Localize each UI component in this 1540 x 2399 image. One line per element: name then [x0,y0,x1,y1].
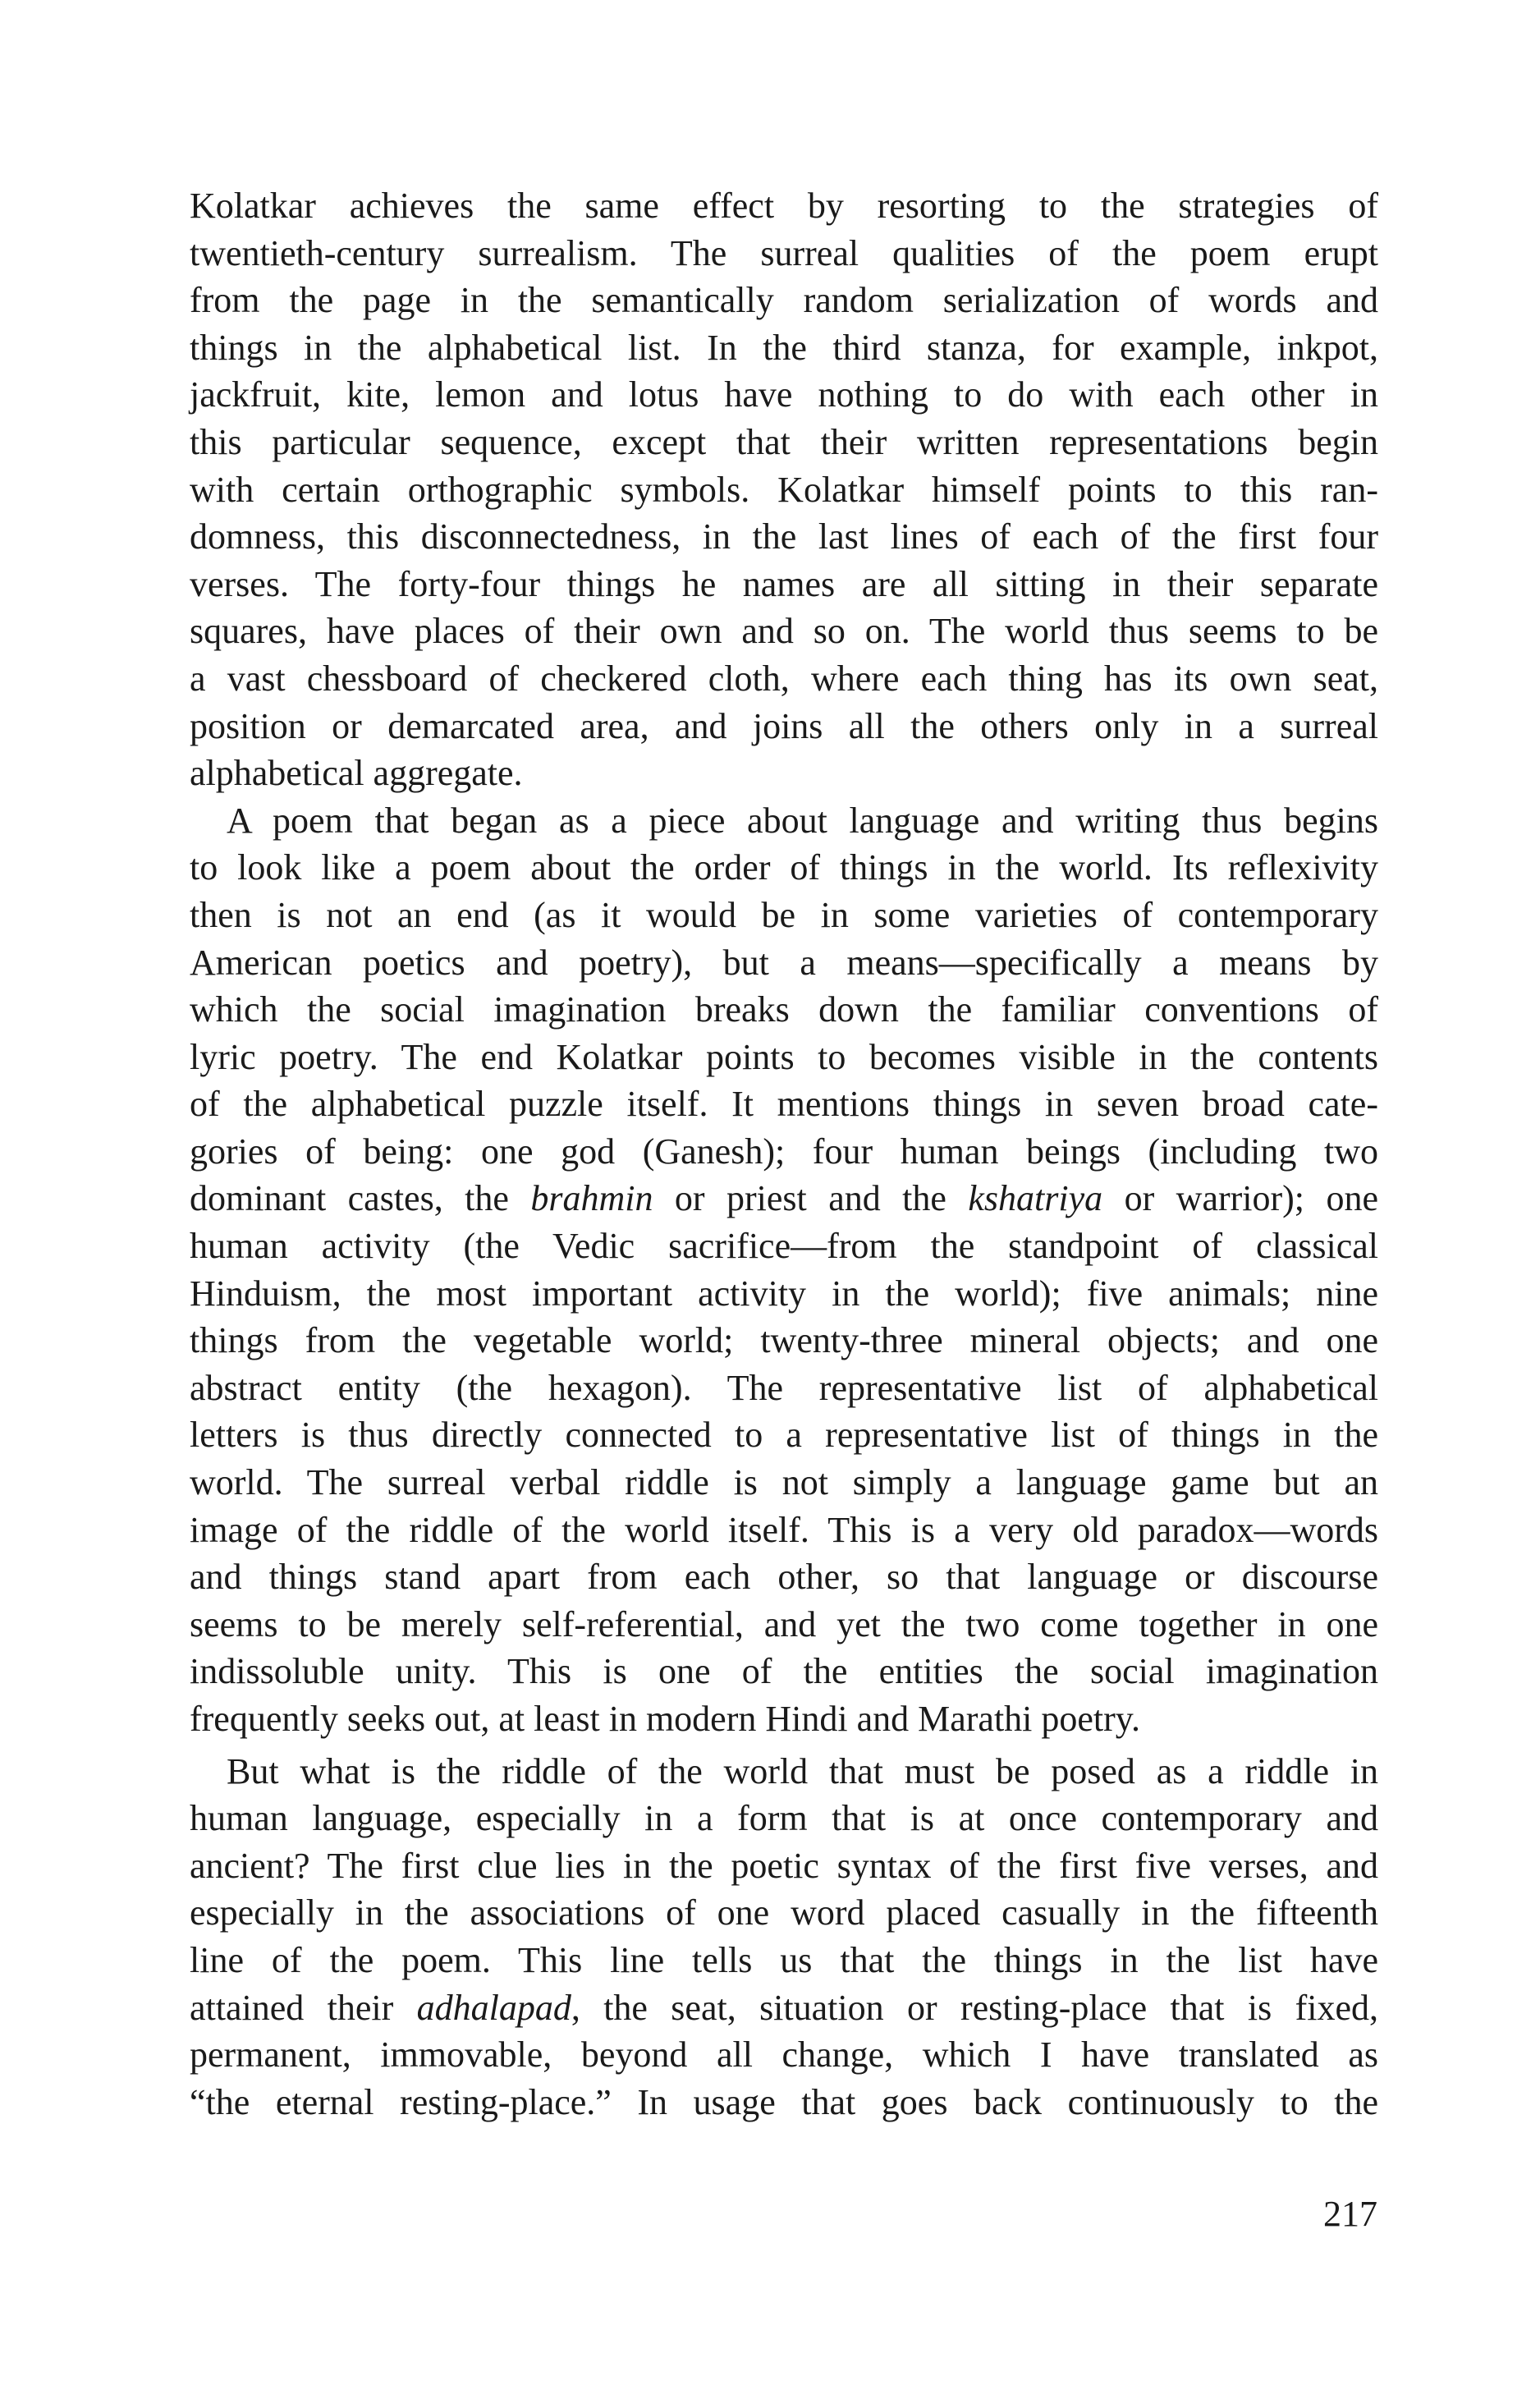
text-line: from the page in the semantically random serialization of words and [190,280,1378,321]
text-line: and things stand apart from each other, so that language or discourse [190,1557,1378,1598]
text-line: especially in the associations of one word placed casually in the fifteenth [190,1892,1378,1933]
text-line: Hinduism, the most important activity in the world); five animals; nine [190,1273,1378,1314]
text-line: things in the alphabetical list. In the third stanza, for example, inkpot, [190,327,1378,368]
text-line: which the social imagination breaks down the familiar conventions of [190,989,1378,1030]
text-line: things from the vegetable world; twenty-three mineral objects; and one [190,1320,1378,1361]
text-line: to look like a poem about the order of things in the world. Its reflexivity [190,847,1378,888]
text-line: squares, have places of their own and so on. The world thus seems to be [190,611,1378,652]
text-line: frequently seeks out, at least in modern Hindi and Marathi poetry. [190,1699,1140,1739]
text-line: attained their adhalapad, the seat, situation or resting-place that is fixed, [190,1987,1378,2028]
text-line: this particular sequence, except that their written representations begin [190,421,1378,462]
text-line: domness, this disconnectedness, in the last lines of each of the first four [190,516,1378,557]
text-line: A poem that began as a piece about language and writing thus begins [227,800,1378,841]
text-line: indissoluble unity. This is one of the entities the social imagination [190,1651,1378,1692]
paragraph-1 [190,182,1378,797]
italic-term: adhalapad [416,1987,571,2028]
paragraph-2 [190,797,1378,1743]
text-line: image of the riddle of the world itself. This is a very old paradox—words [190,1509,1378,1550]
text-line: line of the poem. This line tells us that the things in the list have [190,1939,1378,1980]
text-line: permanent, immovable, beyond all change, which I have translated as [190,2034,1378,2076]
text-line: position or demarcated area, and joins all the others only in a surreal [190,705,1378,746]
text-line: verses. The forty-four things he names are all sitting in their separate [190,563,1378,604]
text-line: lyric poetry. The end Kolatkar points to becomes visible in the contents [190,1036,1378,1077]
text-line: American poetics and poetry), but a means—specifically a means by [190,942,1378,983]
text-line: human activity (the Vedic sacrifice—from the standpoint of classical [190,1226,1378,1267]
text-line: then is not an end (as it would be in some varieties of contemporary [190,894,1378,935]
text-line: letters is thus directly connected to a representative list of things in the [190,1415,1378,1456]
text-line: “the eternal resting-place.” In usage that goes back continuously to the [190,2081,1378,2122]
italic-term: kshatriya [968,1178,1103,1219]
text-line: a vast chessboard of checkered cloth, where each thing has its own seat, [190,658,1378,699]
text-line: jackfruit, kite, lemon and lotus have nothing to do with each other in [190,374,1378,415]
text-line: dominant castes, the brahmin or priest and the kshatriya or warrior); one [190,1178,1379,1219]
text-line: human language, especially in a form that is at once contemporary and [190,1798,1378,1839]
text-line: But what is the riddle of the world that must be posed as a riddle in [227,1750,1378,1791]
text-line: abstract entity (the hexagon). The representative list of alphabetical [190,1367,1378,1408]
body-text [190,182,1378,2126]
text-line: with certain orthographic symbols. Kolatkar himself points to this ran- [190,469,1378,510]
text-line: alphabetical aggregate. [190,753,523,794]
text-line: ancient? The first clue lies in the poetic syntax of the first five verses, and [190,1845,1378,1886]
italic-term: brahmin [530,1178,653,1219]
page-number: 217 [1323,2194,1377,2234]
text-line: seems to be merely self-referential, and yet the two come together in one [190,1603,1378,1644]
paragraph-3 [190,1748,1378,2126]
text-line: twentieth-century surrealism. The surreal qualities of the poem erupt [190,232,1378,273]
text-line: Kolatkar achieves the same effect by resorting to the strategies of [190,186,1378,226]
text-line: gories of being: one god (Ganesh); four human beings (including two [190,1131,1378,1172]
text-line: world. The surreal verbal riddle is not simply a language game but an [190,1462,1378,1503]
text-line: of the alphabetical puzzle itself. It mentions things in seven broad cate- [190,1084,1378,1125]
